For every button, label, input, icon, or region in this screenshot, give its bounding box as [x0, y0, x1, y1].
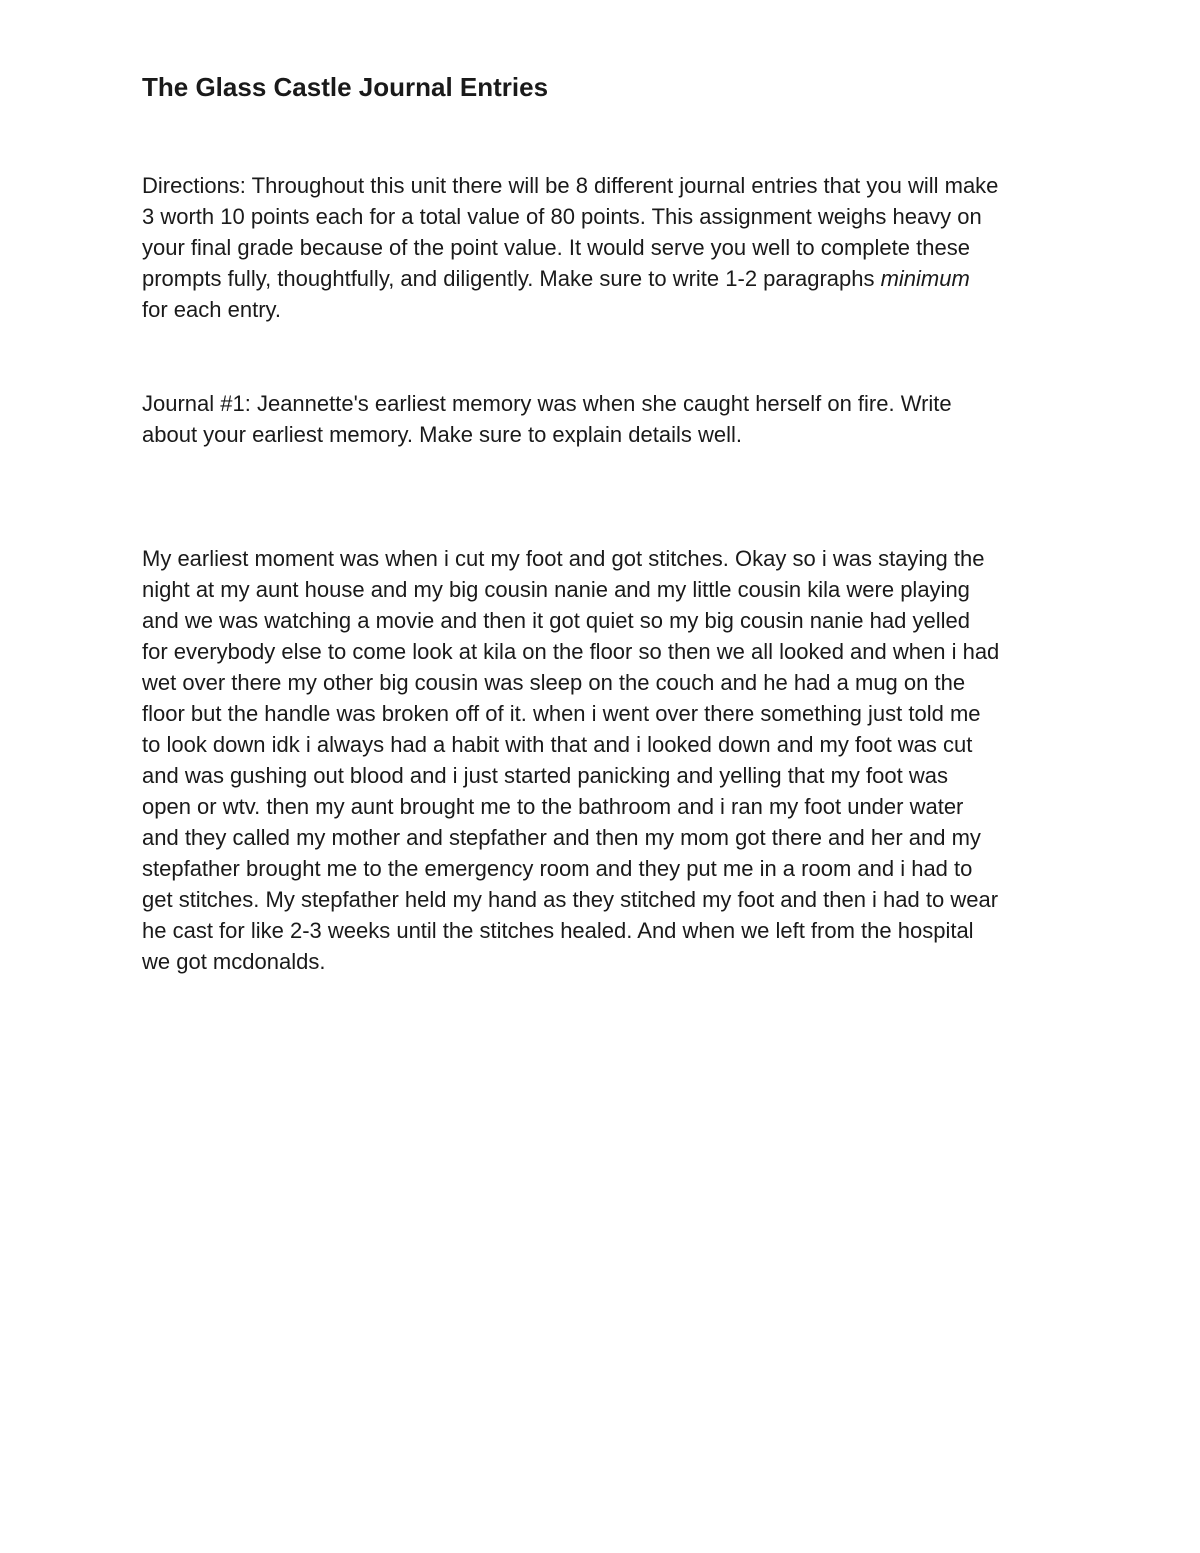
journal-prompt-line: Journal #1: Jeannette's earliest memory was when she caught herself on fire. Write — [142, 391, 952, 416]
response-line: he cast for like 2-3 weeks until the stitches healed. And when we left from the hospital — [142, 918, 974, 943]
response-line: floor but the handle was broken off of it. when i went over there something just told me — [142, 701, 981, 726]
response-line: stepfather brought me to the emergency room and they put me in a room and i had to — [142, 856, 973, 881]
response-line: to look down idk i always had a habit with that and i looked down and my foot was cut — [142, 732, 973, 757]
directions-line: 3 worth 10 points each for a total value of 80 points. This assignment weighs heavy on — [142, 204, 982, 229]
response-line: wet over there my other big cousin was sleep on the couch and he had a mug on the — [142, 670, 966, 695]
document-title: The Glass Castle Journal Entries — [142, 72, 549, 102]
response-line: open or wtv. then my aunt brought me to the bathroom and i ran my foot under water — [142, 794, 964, 819]
journal-prompt-line: about your earliest memory. Make sure to explain details well. — [142, 422, 742, 447]
response-line: night at my aunt house and my big cousin nanie and my little cousin kila were playing — [142, 577, 970, 602]
response-line: we got mcdonalds. — [142, 949, 326, 974]
directions-line: your final grade because of the point value. It would serve you well to complete these — [142, 235, 970, 260]
response-line: get stitches. My stepfather held my hand as they stitched my foot and then i had to wear — [142, 887, 999, 912]
response-line: and we was watching a movie and then it got quiet so my big cousin nanie had yelled — [142, 608, 970, 633]
response-line: for everybody else to come look at kila on the floor so then we all looked and when i had — [142, 639, 1000, 664]
emphasis-minimum: minimum — [880, 266, 970, 291]
response-line: My earliest moment was when i cut my foot and got stitches. Okay so i was staying the — [142, 546, 985, 571]
directions-text: prompts fully, thoughtfully, and diligently. Make sure to write 1-2 paragraphs — [142, 266, 881, 291]
response-line: and was gushing out blood and i just started panicking and yelling that my foot was — [142, 763, 948, 788]
response-line: and they called my mother and stepfather and then my mom got there and her and my — [142, 825, 981, 850]
directions-line: for each entry. — [142, 297, 281, 322]
directions-line: Directions: Throughout this unit there will be 8 different journal entries that you will make — [142, 173, 999, 198]
directions-line — [142, 265, 970, 293]
